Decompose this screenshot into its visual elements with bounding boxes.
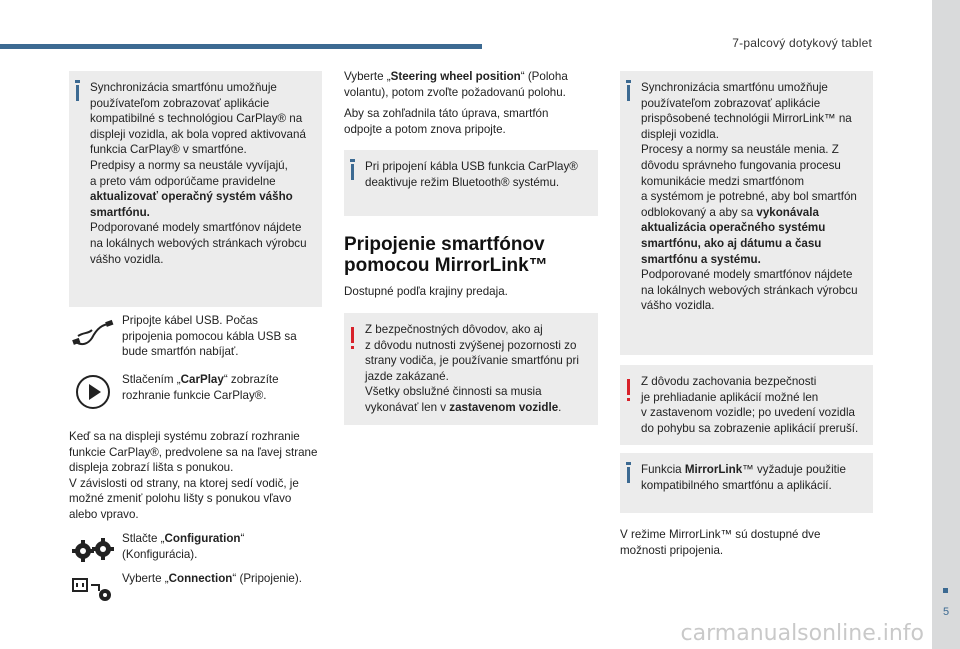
warning-box-apps [620,365,873,445]
warning-icon [351,327,354,343]
warning-box-driving [344,313,598,425]
info-box-text: Synchronizácia smartfónu umožňuje používateľom zobrazovať aplikácie kompatibilné s technológiou CarPlay® na displeji vozidla, ak bola vopred aktivovaná funkcia CarPlay® v smartfóne. Predpisy a normy sa neustále vyvíjajú, a preto vám odporúčame pravidelne aktualizovať operačný systém vášho smartfónu. Podporované modely smartfónov nájdete na lokálnych webových stránkach výrobcu vášho vozidla. [90,81,307,266]
step-configuration-text: Stlačte „Configuration“ (Konfigurácia). [122,532,245,561]
warning-box-driving-text: Z bezpečnostných dôvodov, ako aj z dôvodu nutnosti zvýšenej pozornosti zo strany vodiča, je používanie smartfónu pri jazde zakázané. Všetky obslužné činnosti sa musia vykonávať len v zastavenom vozidle. [365,323,579,414]
availability-note: Dostupné podľa krajiny predaja. [344,285,508,298]
gears-icon [70,531,116,571]
info-icon [76,85,79,101]
menu-bar-paragraph: Keď sa na displeji systému zobrazí rozhranie funkcie CarPlay®, predvolene sa na ľavej strane displeja zobrazí lišta s ponukou. V závislosti od strany, na ktorej sedí vodič, je možné zmeniť polohu lišty s ponukou vľavo alebo vpravo. [69,430,318,521]
step-configuration [70,531,244,571]
step-carplay [70,372,279,412]
carplay-play-icon [70,372,116,412]
step-usb-text: Pripojte kábel USB. Počas pripojenia pomocou kábla USB sa bude smartfón nabíjať. [122,314,297,359]
header-rule [0,44,482,49]
info-box-mirrorlink [620,71,873,355]
step-carplay-text: Stlačením „CarPlay“ zobrazíte rozhranie funkcie CarPlay®. [122,373,279,402]
info-box-bluetooth [344,150,598,216]
info-box-bluetooth-text: Pri pripojení kábla USB funkcia CarPlay® deaktivuje režim Bluetooth® systému. [365,160,578,189]
reconnect-paragraph: Aby sa zohľadnila táto úprava, smartfón odpojte a potom znova pripojte. [344,107,549,136]
info-box-compatibility-text: Funkcia MirrorLink™ vyžaduje použitie kompatibilného smartfónu a aplikácií. [641,463,846,492]
side-rail [932,0,960,649]
connection-options-paragraph: V režime MirrorLink™ sú dostupné dve možnosti pripojenia. [620,528,821,557]
step-connection [70,567,302,607]
info-box-compatibility [620,453,873,513]
connection-settings-icon [70,567,116,607]
info-icon [627,467,630,483]
info-icon [351,164,354,180]
section-heading: Pripojenie smartfónov pomocou MirrorLink™ [344,234,548,276]
watermark: carmanualsonline.info [680,621,924,646]
warning-box-apps-text: Z dôvodu zachovania bezpečnosti je prehliadanie aplikácií možné len v zastavenom vozidle; po uvedení vozidla do pohybu sa zobrazenie aplikácií preruší. [641,375,859,435]
info-icon [627,85,630,101]
page-number: 5 [942,606,950,618]
info-box-carplay [69,71,322,307]
usb-cable-icon [70,313,116,353]
page-marker [943,588,948,593]
step-connection-text: Vyberte „Connection“ (Pripojenie). [122,572,302,585]
page-header-title: 7-palcový dotykový tablet [732,36,872,50]
steering-wheel-paragraph: Vyberte „Steering wheel position“ (Poloha volantu), potom zvoľte požadovanú polohu. [344,70,568,99]
info-box-mirrorlink-text: Synchronizácia smartfónu umožňuje používateľom zobrazovať aplikácie prispôsobené technológii MirrorLink™ na displeji vozidla. Procesy a normy sa neustále menia. Z dôvodu správneho fungovania procesu komunikácie medzi smartfónom a systémom je potrebné, aby bol smartfón odblokovaný a aby sa vykonávala aktualizácia operačného systému smartfónu, ako aj dátumu a času smartfónu a systému. Podporované modely smartfónov nájdete na lokálnych webových stránkach výrobcu vášho vozidla. [641,81,858,313]
step-usb [70,313,297,360]
warning-icon [627,379,630,395]
